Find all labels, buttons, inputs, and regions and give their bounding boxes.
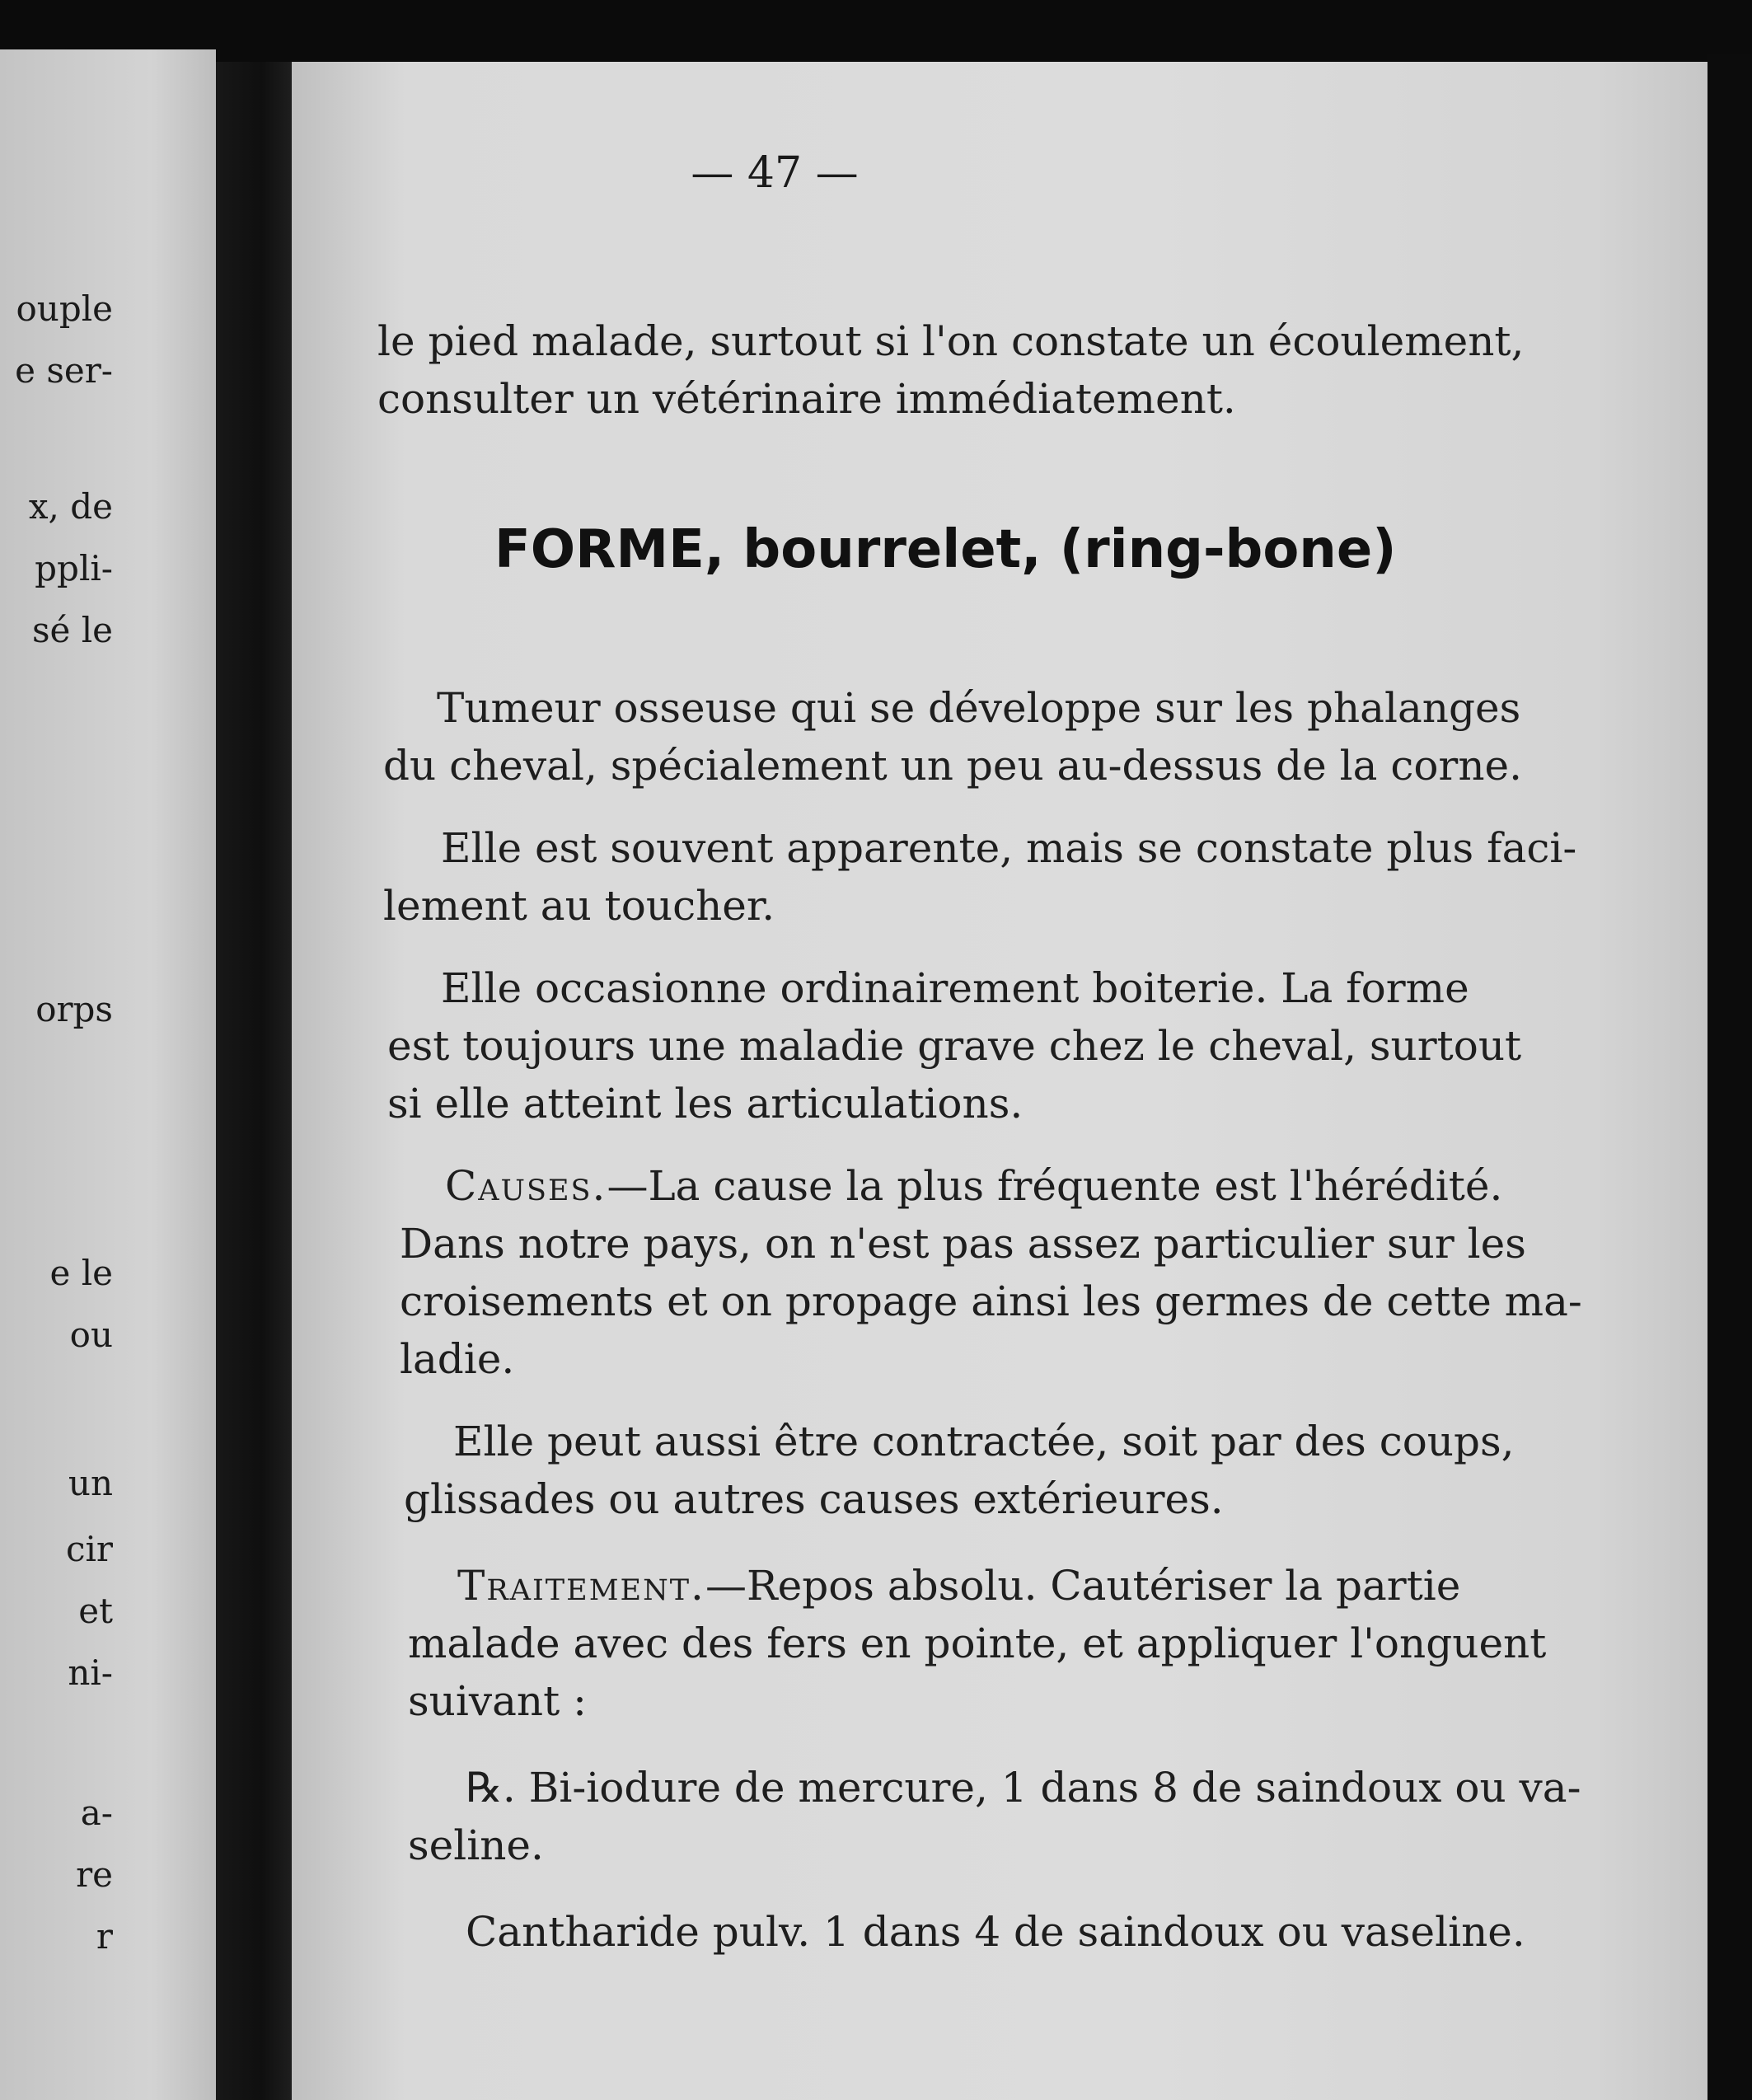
left-fragment: a- xyxy=(80,1793,113,1833)
paragraph-line: si elle atteint les articulations. xyxy=(387,1080,1024,1127)
left-fragment: ni- xyxy=(68,1652,113,1693)
section-title-text: FORME, bourrelet, (ring-bone) xyxy=(494,519,1397,580)
paragraph-line: malade avec des fers en pointe, et appliquer l'onguent xyxy=(408,1620,1547,1667)
paragraph-line: est toujours une maladie grave chez le cheval, surtout xyxy=(387,1022,1522,1070)
paragraph-line: Elle est souvent apparente, mais se constate plus faci- xyxy=(441,824,1577,872)
section-title xyxy=(494,519,1397,580)
left-fragment: e ser- xyxy=(15,350,113,391)
paragraph-line: lement au toucher. xyxy=(383,882,775,930)
left-fragment: un xyxy=(68,1463,113,1503)
causes-label: Causes. xyxy=(445,1162,607,1210)
traitement-text: —Repos absolu. Cautériser la partie xyxy=(705,1562,1461,1610)
left-fragment: cir xyxy=(65,1529,113,1569)
book-gutter xyxy=(216,62,292,2100)
paragraph-line: du cheval, spécialement un peu au-dessus de la corne. xyxy=(383,742,1523,790)
left-fragment: ouple xyxy=(16,288,113,329)
left-fragment: re xyxy=(76,1854,113,1895)
left-fragment: et xyxy=(78,1591,113,1631)
left-fragment: sé le xyxy=(31,610,113,650)
paragraph-line: Tumeur osseuse qui se développe sur les phalanges xyxy=(437,684,1521,732)
left-fragment: r xyxy=(96,1916,113,1957)
recipe-line: Cantharide pulv. 1 dans 4 de saindoux ou vaseline. xyxy=(466,1908,1525,1956)
paragraph-line: suivant : xyxy=(408,1677,587,1725)
paragraph-line: croisements et on propage ainsi les germes de cette ma- xyxy=(400,1277,1582,1325)
left-fragment: e le xyxy=(49,1253,113,1293)
left-fragment: ppli- xyxy=(35,548,113,588)
page-number: — 47 — xyxy=(691,148,859,198)
paragraph-line: Elle occasionne ordinairement boiterie. La forme xyxy=(441,964,1469,1012)
intro-line: consulter un vétérinaire immédiatement. xyxy=(377,375,1236,423)
traitement-first-line xyxy=(457,1562,1460,1610)
paragraph-line: Elle peut aussi être contractée, soit par des coups, xyxy=(453,1418,1515,1465)
paragraph-line: Dans notre pays, on n'est pas assez particulier sur les xyxy=(400,1220,1526,1268)
causes-first-line xyxy=(445,1162,1502,1210)
traitement-label: Traitement. xyxy=(457,1562,705,1610)
left-fragment: ou xyxy=(69,1315,113,1355)
recipe-line: seline. xyxy=(408,1821,544,1869)
left-page xyxy=(0,49,216,2100)
paragraph-line: glissades ou autres causes extérieures. xyxy=(404,1475,1224,1523)
recipe-line: ℞. Bi-iodure de mercure, 1 dans 8 de saindoux ou va- xyxy=(466,1764,1581,1812)
causes-text: —La cause la plus fréquente est l'hérédité. xyxy=(607,1162,1503,1210)
intro-line: le pied malade, surtout si l'on constate un écoulement, xyxy=(377,317,1525,365)
left-fragment: x, de xyxy=(28,486,113,527)
scan-border xyxy=(1707,54,1752,2100)
paragraph-line: ladie. xyxy=(400,1335,515,1383)
left-fragment: orps xyxy=(35,989,113,1029)
